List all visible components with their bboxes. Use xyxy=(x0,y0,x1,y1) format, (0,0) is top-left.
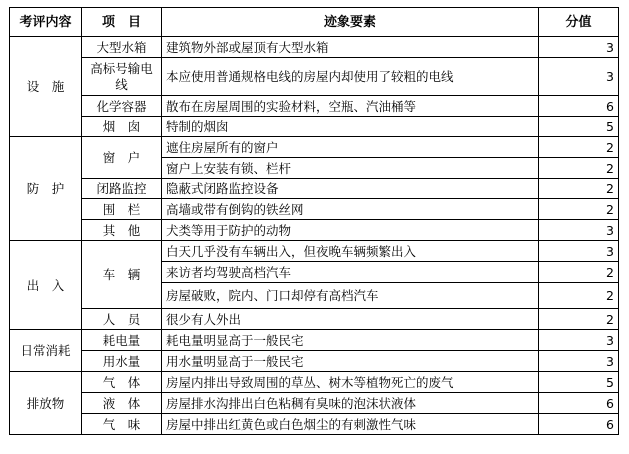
description-cell: 房屋排水沟排出白色粘稠有臭味的泡沫状液体 xyxy=(162,393,539,414)
table-row xyxy=(10,393,619,414)
description-cell: 高墙或带有倒钩的铁丝网 xyxy=(162,199,539,220)
score-cell: 3 xyxy=(539,37,619,58)
table-row xyxy=(10,117,619,137)
category-cell-consumption: 日常消耗 xyxy=(10,330,82,372)
header-description: 迹象要素 xyxy=(162,8,539,37)
score-cell: 2 xyxy=(539,179,619,199)
table-row xyxy=(10,414,619,435)
assessment-table-container xyxy=(9,7,619,435)
item-cell: 窗 户 xyxy=(82,137,162,179)
description-cell: 特制的烟囱 xyxy=(162,117,539,137)
table-row xyxy=(10,241,619,262)
category-cell-emissions: 排放物 xyxy=(10,372,82,435)
item-cell: 高标号输电线 xyxy=(82,58,162,96)
score-cell: 5 xyxy=(539,372,619,393)
header-row xyxy=(10,8,619,37)
description-cell: 窗户上安装有锁、栏杆 xyxy=(162,158,539,179)
description-cell: 白天几乎没有车辆出入，但夜晚车辆频繁出入 xyxy=(162,241,539,262)
score-cell: 3 xyxy=(539,220,619,241)
table-row xyxy=(10,137,619,158)
description-cell: 建筑物外部或屋顶有大型水箱 xyxy=(162,37,539,58)
score-cell: 3 xyxy=(539,351,619,372)
item-cell: 大型水箱 xyxy=(82,37,162,58)
description-cell: 耗电量明显高于一般民宅 xyxy=(162,330,539,351)
item-cell: 其 他 xyxy=(82,220,162,241)
table-row xyxy=(10,199,619,220)
score-cell: 3 xyxy=(539,58,619,96)
score-cell: 6 xyxy=(539,414,619,435)
score-cell: 3 xyxy=(539,330,619,351)
score-cell: 2 xyxy=(539,309,619,330)
score-cell: 2 xyxy=(539,199,619,220)
header-category: 考评内容 xyxy=(10,8,82,37)
table-row xyxy=(10,96,619,117)
description-cell: 本应使用普通规格电线的房屋内却使用了较粗的电线 xyxy=(162,58,539,96)
description-cell: 隐蔽式闭路监控设备 xyxy=(162,179,539,199)
header-score: 分值 xyxy=(539,8,619,37)
score-cell: 2 xyxy=(539,137,619,158)
table-row xyxy=(10,351,619,372)
score-cell: 2 xyxy=(539,262,619,283)
description-cell: 房屋内排出导致周围的草丛、树木等植物死亡的废气 xyxy=(162,372,539,393)
table-row xyxy=(10,37,619,58)
header-item: 项 目 xyxy=(82,8,162,37)
description-cell: 很少有人外出 xyxy=(162,309,539,330)
description-cell: 散布在房屋周围的实验材料，空瓶、汽油桶等 xyxy=(162,96,539,117)
table-row xyxy=(10,330,619,351)
description-cell: 用水量明显高于一般民宅 xyxy=(162,351,539,372)
item-cell: 围 栏 xyxy=(82,199,162,220)
description-cell: 遮住房屋所有的窗户 xyxy=(162,137,539,158)
table-row xyxy=(10,372,619,393)
score-cell: 6 xyxy=(539,96,619,117)
item-cell: 人 员 xyxy=(82,309,162,330)
category-cell-protection: 防 护 xyxy=(10,137,82,241)
item-cell: 用水量 xyxy=(82,351,162,372)
score-cell: 3 xyxy=(539,241,619,262)
table-row xyxy=(10,58,619,96)
item-cell: 气 体 xyxy=(82,372,162,393)
item-cell: 耗电量 xyxy=(82,330,162,351)
score-cell: 2 xyxy=(539,158,619,179)
item-cell: 气 味 xyxy=(82,414,162,435)
item-cell: 闭路监控 xyxy=(82,179,162,199)
description-cell: 来访者均驾驶高档汽车 xyxy=(162,262,539,283)
table-row xyxy=(10,309,619,330)
description-cell: 房屋破败，院内、门口却停有高档汽车 xyxy=(162,283,539,309)
category-cell-access: 出 入 xyxy=(10,241,82,330)
score-cell: 5 xyxy=(539,117,619,137)
score-cell: 6 xyxy=(539,393,619,414)
item-cell: 车 辆 xyxy=(82,241,162,309)
description-cell: 房屋中排出红黄色或白色烟尘的有刺激性气味 xyxy=(162,414,539,435)
assessment-table xyxy=(9,7,619,435)
table-row xyxy=(10,220,619,241)
description-cell: 犬类等用于防护的动物 xyxy=(162,220,539,241)
item-cell: 烟 囱 xyxy=(82,117,162,137)
score-cell: 2 xyxy=(539,283,619,309)
category-cell-facilities: 设 施 xyxy=(10,37,82,137)
item-cell: 化学容器 xyxy=(82,96,162,117)
item-cell: 液 体 xyxy=(82,393,162,414)
table-row xyxy=(10,179,619,199)
